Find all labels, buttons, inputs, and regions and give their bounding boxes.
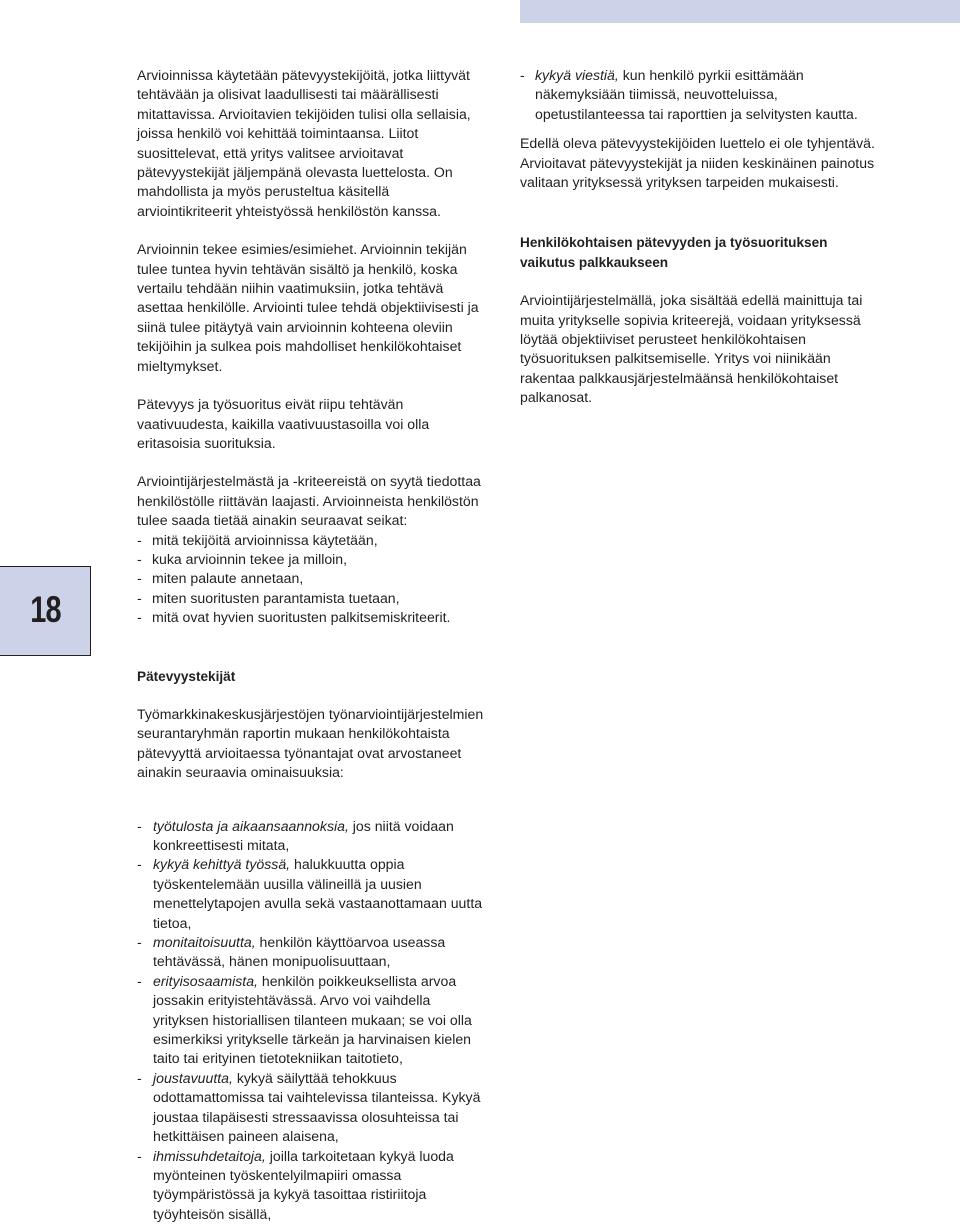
list-item: - miten suoritusten parantamista tuetaan,: [137, 589, 487, 608]
paragraph-list-not-exhaustive: Edellä oleva pätevyystekijöiden luettelo ei ole tyhjentävä. Arvioitavat pätevyystekijät ja niiden keskinäinen painotus valitaan yrityksessä yrityksen tarpeiden mukaisesti.: [520, 134, 875, 192]
section-heading-pay-impact: Henkilökohtaisen pätevyyden ja työsuorituksen vaikutus palkkaukseen: [520, 233, 875, 272]
list-item: [137, 1147, 487, 1224]
list-item-text: halukkuutta oppia työskentelemään uusilla välineillä ja uusien menettelytapojen avulla sekä vastaanottamaan uutta tietoa,: [153, 856, 482, 930]
header-accent-band: [520, 0, 960, 23]
list-item-term: kykyä viestiä,: [535, 67, 619, 83]
list-item: - mitä tekijöitä arvioinnissa käytetään,: [137, 531, 487, 550]
list-item: [137, 1069, 487, 1147]
section-heading-competence-factors: Pätevyystekijät: [137, 667, 487, 686]
competence-list: [137, 817, 487, 1224]
list-item: - mitä ovat hyvien suoritusten palkitsemiskriteerit.: [137, 608, 487, 627]
list-item-text: henkilön käyttöarvoa useassa tehtävässä, hänen monipuolisuuttaan,: [153, 934, 445, 969]
paragraph-evaluator: Arvioinnin tekee esimies/esimiehet. Arvioinnin tekijän tulee tuntea hyvin tehtävän sisältö ja henkilö, koska vertailu tehdään niihin vaatimuksiin, jotka tehtävä asettaa henkilölle. Arviointi tulee tehdä objektiivisesti ja siinä tulee pitäytyä vain arvioinnin kohteena oleviin tekijöihin ja sulkea pois mahdolliset henkilökohtaiset mieltymykset.: [137, 240, 487, 376]
list-item-term: kykyä kehittyä työssä,: [153, 856, 290, 872]
list-item: [137, 933, 487, 972]
list-item: [520, 66, 875, 124]
list-item-term: erityisosaamista,: [153, 973, 258, 989]
list-item-text: joilla tarkoitetaan kykyä luoda myönteinen työskentelyilmapiiri omassa työympäristössä ja kykyä tasoittaa ristiriitoja työyhteisön sisällä,: [153, 1148, 454, 1222]
list-item-term: monitaitoisuutta,: [153, 934, 256, 950]
paragraph-survey-report: Työmarkkinakeskusjärjestöjen työnarviointijärjestelmien seurantaryhmän raportin mukaan henkilökohtaista pätevyyttä arvioitaessa työnantajat ovat arvostaneet ainakin seuraavia ominaisuuksia:: [137, 705, 487, 783]
list-item-text: kun henkilö pyrkii esittämään näkemyksiään tiimissä, neuvotteluissa, opetustilanteessa tai raporttien ja selvitysten kautta.: [535, 67, 858, 122]
info-list: [137, 531, 487, 628]
list-item-term: työtulosta ja aikaansaannoksia,: [153, 818, 349, 834]
paragraph-competence-performance: Pätevyys ja työsuoritus eivät riipu tehtävän vaativuudesta, kaikilla vaativuustasoilla voi olla eritasoisia suorituksia.: [137, 395, 487, 453]
paragraph-pay-system: Arviointijärjestelmällä, joka sisältää edellä mainittuja tai muita yritykselle sopivia kriteerejä, voidaan yrityksessä löytää objektiiviset perusteet henkilökohtaisen työsuorituksen palkitsemiselle. Yritys voi niinikään rakentaa palkkausjärjestelmäänsä henkilökohtaiset palkanosat.: [520, 291, 875, 407]
page-number: 18: [10, 588, 81, 632]
list-item: - miten palaute annetaan,: [137, 569, 487, 588]
right-column: [520, 66, 875, 408]
list-item: - kuka arvioinnin tekee ja milloin,: [137, 550, 487, 569]
paragraph-criteria-intro: Arvioinnissa käytetään pätevyystekijöitä, jotka liittyvät tehtävään ja olisivat laadullisesti tai määrällisesti mitattavissa. Arvioitavien tekijöiden tulisi olla sellaisia, joissa henkilö voi kehittää toimintaansa. Liitot suosittelevat, että yritys valitsee arvioitavat pätevyystekijät jäljempänä olevasta luettelosta. On mahdollista ja myös perusteltua käsitellä arviointikriteerit yhteistyössä henkilöstön kanssa.: [137, 66, 487, 221]
competence-list-continued: [520, 66, 875, 124]
list-item: [137, 972, 487, 1069]
list-item-text: henkilön poikkeuksellista arvoa jossakin erityistehtävässä. Arvo voi vaihdella yrityksen historiallisen tilanteen mukaan; se voi olla esimerkiksi yritykselle tärkeän ja harvinaisen kielen taito tai erityinen tietotekniikan taitotieto,: [153, 973, 472, 1067]
list-item-text: jos niitä voidaan konkreettisesti mitata,: [153, 818, 454, 853]
list-item-term: joustavuutta,: [153, 1070, 233, 1086]
list-item-term: ihmissuhdetaitoja,: [153, 1148, 266, 1164]
list-item: [137, 817, 487, 856]
list-item-text: kykyä säilyttää tehokkuus odottamattomissa tai vaihtelevissa tilanteissa. Kykyä joustaa tilapäisesti stressaavissa olosuhteissa tai hetkittäisen paineen alaisena,: [153, 1070, 480, 1144]
paragraph-communication: Arviointijärjestelmästä ja -kriteereistä on syytä tiedottaa henkilöstölle riittävän laajasti. Arvioinneista henkilöstön tulee saada tietää ainakin seuraavat seikat:: [137, 472, 487, 530]
left-column: [137, 66, 487, 1224]
list-item: [137, 855, 487, 933]
